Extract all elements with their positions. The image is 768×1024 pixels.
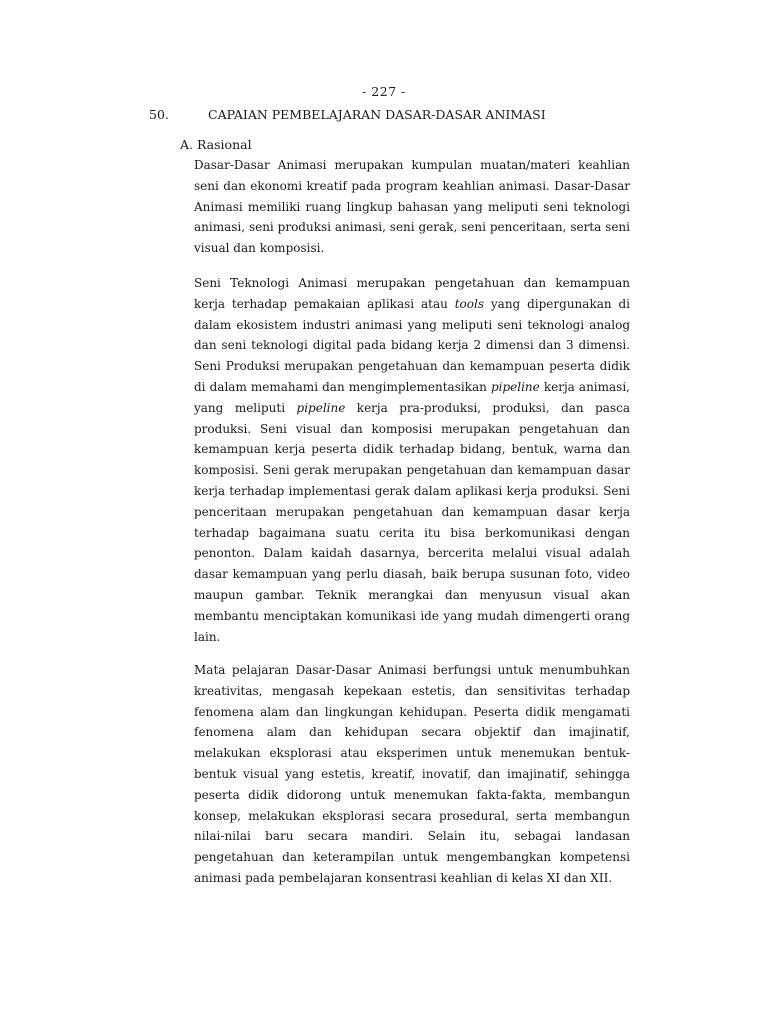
subsection-title: A. Rasional xyxy=(180,137,252,152)
italic-term: pipeline xyxy=(296,400,346,415)
section-heading xyxy=(149,107,546,122)
paragraph-text: kerja pra-produksi, produksi, dan pasca produksi. Seni visual dan komposisi merupakan pengetahuan dan kemampuan kerja peserta didik terhadap bidang, bentuk, warna dan komposisi. Seni gerak merupakan pengetahuan dan kemampuan dasar kerja terhadap implementasi gerak dalam aplikasi kerja produksi. Seni penceritaan merupakan pengetahuan dan kemampuan dasar kerja terhadap bagaimana suatu cerita itu bisa berkomunikasi dengan penonton. Dalam kaidah dasarnya, bercerita melalui visual adalah dasar kemampuan yang perlu diasah, baik berupa susunan foto, video maupun gambar. Teknik merangkai dan menyusun visual akan membantu menciptakan komunikasi ide yang mudah dimengerti orang lain. xyxy=(194,400,630,644)
section-number: 50. xyxy=(149,107,169,122)
italic-term: tools xyxy=(454,296,484,311)
italic-term: pipeline xyxy=(490,379,540,394)
paragraph-text: Seni Teknologi Animasi merupakan pengetahuan dan kemampuan kerja terhadap pemakaian aplikasi atau xyxy=(194,276,630,311)
section-title: CAPAIAN PEMBELAJARAN DASAR-DASAR ANIMASI xyxy=(208,107,546,122)
paragraph-seni-teknologi xyxy=(194,273,630,647)
paragraph-intro: Dasar-Dasar Animasi merupakan kumpulan muatan/materi keahlian seni dan ekonomi kreatif pada program keahlian animasi. Dasar-Dasar Animasi memiliki ruang lingkup bahasan yang meliputi seni teknologi animasi, seni produksi animasi, seni gerak, seni penceritaan, serta seni visual dan komposisi. xyxy=(194,158,630,256)
page-number: - 227 - xyxy=(362,84,406,99)
paragraph-text: yang dipergunakan di dalam ekosistem industri animasi yang meliputi seni teknologi analog dan seni teknologi digital pada bidang kerja 2 dimensi dan 3 dimensi. Seni Produksi merupakan pengetahuan dan kemampuan peserta didik di dalam memahami dan mengimplementasikan xyxy=(194,296,630,394)
paragraph-mata-pelajaran: Mata pelajaran Dasar-Dasar Animasi berfungsi untuk menumbuhkan kreativitas, mengasah kepekaan estetis, dan sensitivitas terhadap fenomena alam dan lingkungan kehidupan. Peserta didik mengamati fenomena alam dan kehidupan secara objektif dan imajinatif, melakukan eksplorasi atau eksperimen untuk menemukan bentuk-bentuk visual yang estetis, kreatif, inovatif, dan imajinatif, sehingga peserta didik didorong untuk menemukan fakta-fakta, membangun konsep, melakukan eksplorasi secara prosedural, serta membangun nilai-nilai baru secara mandiri. Selain itu, sebagai landasan pengetahuan dan keterampilan untuk mengembangkan kompetensi animasi pada pembelajaran konsentrasi keahlian di kelas XI dan XII. xyxy=(194,663,630,885)
paragraph-text: kerja animasi, yang meliputi xyxy=(194,379,630,415)
